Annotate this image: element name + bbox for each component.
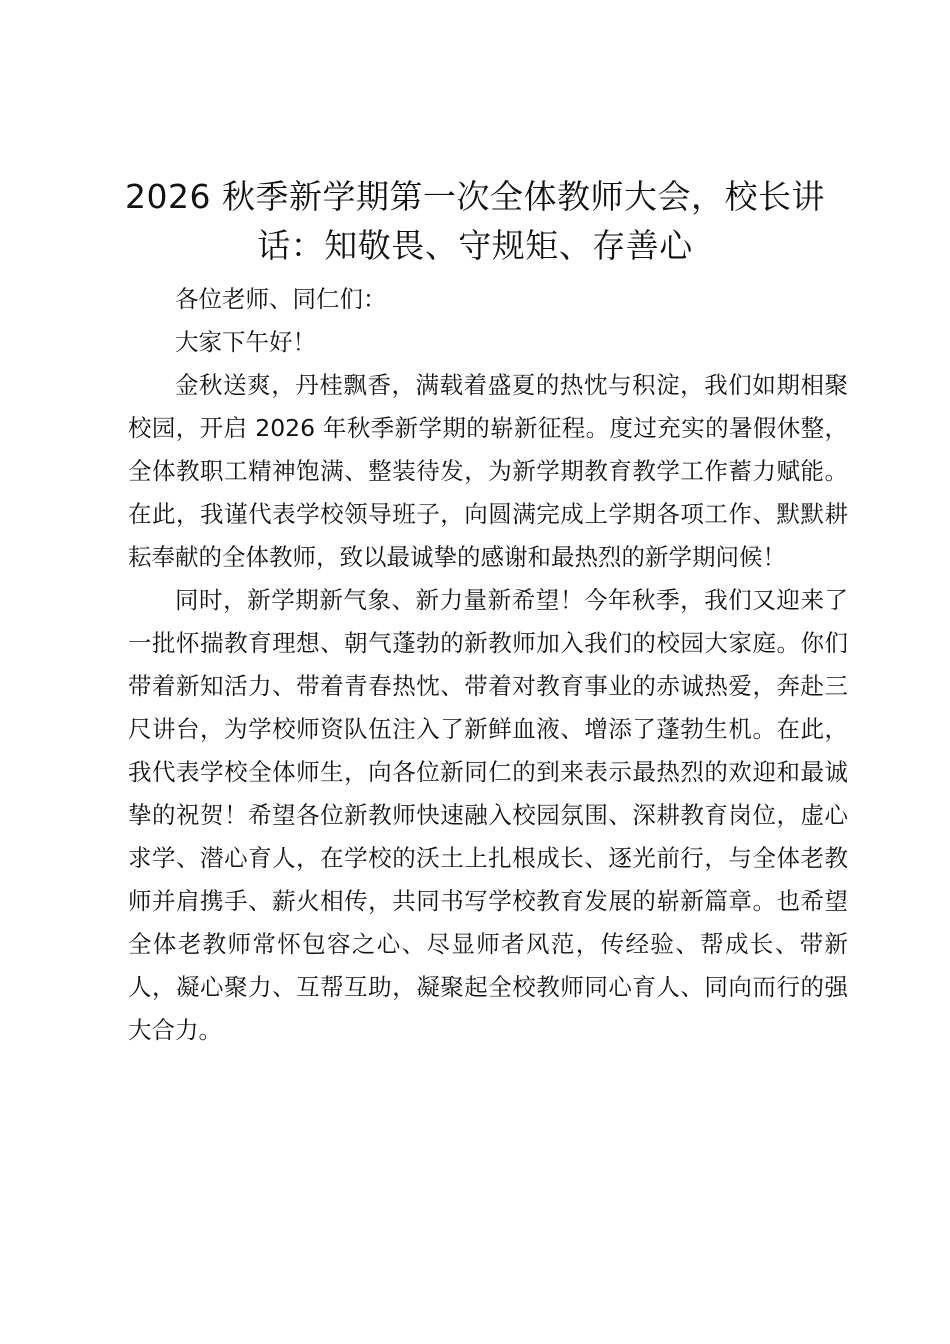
paragraph-salutation: 各位老师、同仁们： xyxy=(175,285,387,313)
paragraph-new-teachers: 同时，新学期新气象、新力量新希望！今年秋季，我们又迎来了一批怀揣教育理想、朝气蓬勃的新教师加入我们的校园大家庭。你们带着新知活力、带着青春热忱、带着对教育事业的赤诚热爱，奔赴三尺讲台，为学校师资队伍注入了新鲜血液、增添了蓬勃生机。在此，我代表学校全体师生，向各位新同仁的到来表示最热烈的欢迎和最诚挚的祝贺！希望各位新教师快速融入校园氛围、深耕教育岗位，虚心求学、潜心育人，在学校的沃土上扎根成长、逐光前行，与全体老教师并肩携手、薪火相传，共同书写学校教育发展的崭新篇章。也希望全体老教师常怀包容之心、尽显师者风范，传经验、帮成长、带新人，凝心聚力、互帮互助，凝聚起全校教师同心育人、同向而行的强大合力。 xyxy=(128,586,848,1044)
paragraph-opening: 金秋送爽，丹桂飘香，满载着盛夏的热忱与积淀，我们如期相聚校园，开启 2026 年秋季新学期的崭新征程。度过充实的暑假休整，全体教职工精神饱满、整装待发，为新学期教育教学工作蓄力赋能。在此，我谨代表学校领导班子，向圆满完成上学期各项工作、默默耕耘奉献的全体教师，致以最诚挚的感谢和最热烈的新学期问候！ xyxy=(128,371,848,571)
document-title: 2026 秋季新学期第一次全体教师大会，校长讲话：知敬畏、守规矩、存善心 xyxy=(125,177,825,265)
paragraph-greeting: 大家下午好！ xyxy=(175,328,316,356)
document-body xyxy=(128,278,848,1052)
